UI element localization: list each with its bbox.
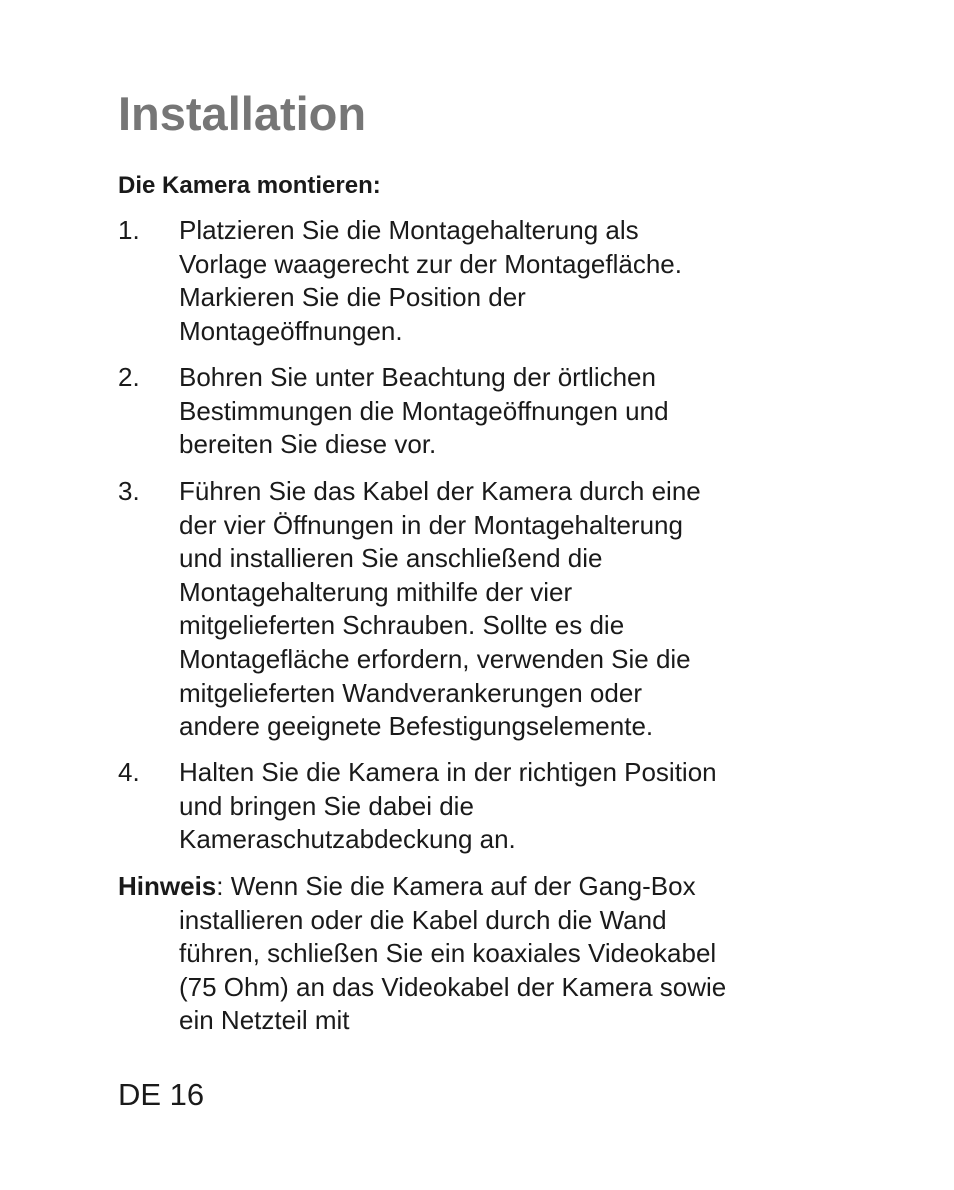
step-text bbox=[179, 361, 818, 462]
step-line: Kameraschutzabdeckung an. bbox=[179, 824, 516, 855]
step-line: mitgelieferten Schrauben. Sollte es die bbox=[179, 610, 625, 641]
step-number: 3. bbox=[118, 476, 140, 506]
note-text bbox=[179, 904, 818, 1038]
step-line: Montagehalterung mithilfe der vier bbox=[179, 576, 573, 607]
step-line: Vorlage waagerecht zur der Montagefläche. bbox=[179, 248, 682, 279]
step-number: 1. bbox=[118, 215, 140, 245]
note-line: installieren oder die Kabel durch die Wand bbox=[179, 904, 667, 935]
page-number: DE 16 bbox=[118, 1077, 205, 1112]
step-line: Montagefläche erfordern, verwenden Sie die bbox=[179, 643, 691, 674]
section-heading: Die Kamera montieren: bbox=[118, 172, 381, 199]
step-4 bbox=[118, 756, 818, 857]
step-line: Führen Sie das Kabel der Kamera durch eine bbox=[179, 476, 701, 506]
note-line: (75 Ohm) an das Videokabel der Kamera sowie bbox=[179, 971, 727, 1002]
step-line: Montageöffnungen. bbox=[179, 315, 403, 346]
step-line: der vier Öffnungen in der Montagehalterung bbox=[179, 509, 683, 540]
step-text bbox=[179, 475, 818, 744]
page-title: Installation bbox=[118, 87, 367, 140]
note-block bbox=[118, 870, 818, 1038]
step-text bbox=[179, 756, 818, 857]
note-first-line bbox=[118, 870, 818, 904]
note-line: führen, schließen Sie ein koaxiales Videokabel bbox=[179, 938, 717, 969]
step-line: und bringen Sie dabei die bbox=[179, 790, 474, 821]
note-first-text: : Wenn Sie die Kamera auf der Gang-Box bbox=[216, 871, 696, 901]
step-2 bbox=[118, 361, 818, 462]
step-number: 4. bbox=[118, 757, 140, 787]
step-3 bbox=[118, 475, 818, 744]
step-text bbox=[179, 214, 818, 348]
note-label: Hinweis bbox=[118, 871, 217, 901]
step-line: bereiten Sie diese vor. bbox=[179, 429, 437, 460]
step-1 bbox=[118, 214, 818, 348]
step-line: Bohren Sie unter Beachtung der örtlichen bbox=[179, 362, 656, 392]
step-line: mitgelieferten Wandverankerungen oder bbox=[179, 677, 642, 708]
step-line: andere geeignete Befestigungselemente. bbox=[179, 711, 654, 742]
step-line: und installieren Sie anschließend die bbox=[179, 543, 603, 574]
step-number: 2. bbox=[118, 362, 140, 392]
step-line: Bestimmungen die Montageöffnungen und bbox=[179, 395, 669, 426]
step-line: Platzieren Sie die Montagehalterung als bbox=[179, 215, 639, 245]
note-line: ein Netzteil mit bbox=[179, 1005, 350, 1036]
step-line: Markieren Sie die Position der bbox=[179, 282, 526, 313]
step-line: Halten Sie die Kamera in der richtigen Position bbox=[179, 757, 717, 787]
